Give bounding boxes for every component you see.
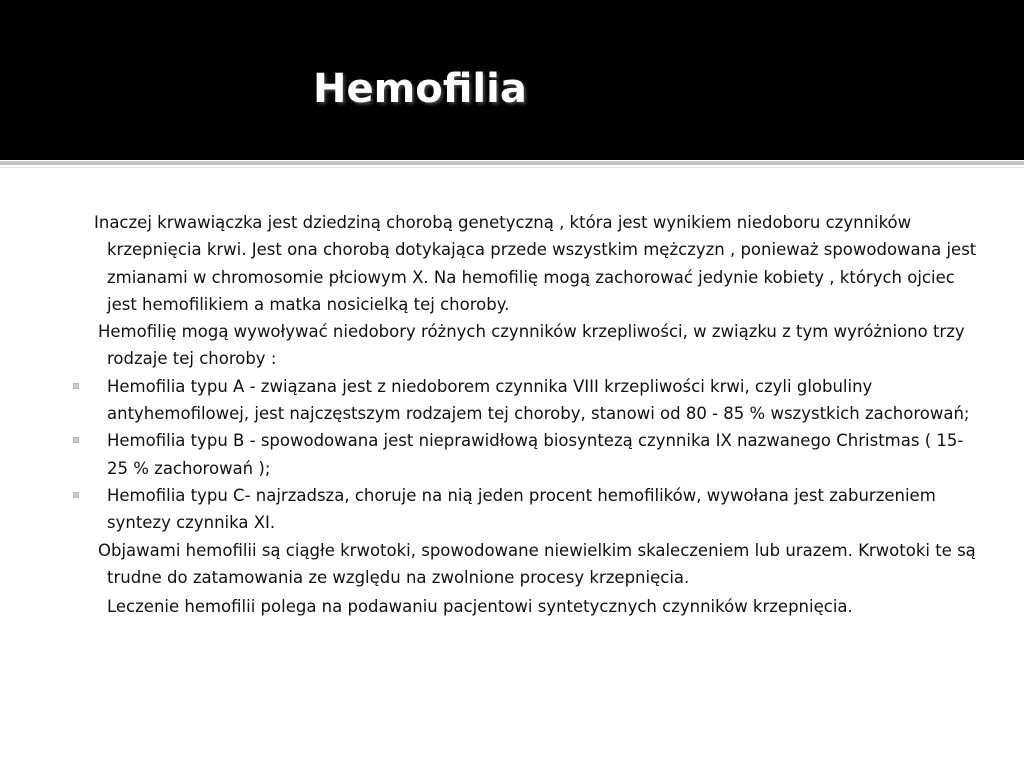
slide-body: [0, 209, 1024, 689]
bullet-item-type-c: [0, 482, 977, 537]
paragraph-treatment-text: Leczenie hemofilii polega na podawaniu pacjentowi syntetycznych czynników krzepnięcia.: [107, 597, 853, 617]
bullet-item-type-a-text: Hemofilia typu A - związana jest z niedoborem czynnika VIII krzepliwości krwi, czyli globuliny antyhemofilowej, jest najczęstszym rodzajem tej choroby, stanowi od 80 - 85 % wszystkich zachorowań;: [107, 376, 970, 424]
title-divider: [0, 161, 1024, 165]
square-bullet-icon: [73, 383, 79, 389]
square-bullet-icon: [73, 437, 79, 443]
title-divider-shadow: [0, 167, 1024, 168]
paragraph-types-intro: [0, 318, 977, 373]
paragraph-intro: [0, 209, 977, 318]
title-band: [0, 0, 1024, 160]
bullet-item-type-b: [0, 427, 977, 482]
paragraph-intro-text: Inaczej krwawiączka jest dziedziną chorobą genetyczną , która jest wynikiem niedoboru czynników krzepnięcia krwi. Jest ona chorobą dotykająca przede wszystkim mężczyzn , ponieważ spowodowana jest zmianami w chromosomie płciowym X. Na hemofilię mogą zachorować jedynie kobiety , których ojciec jest hemofilikiem a matka nosicielką tej choroby.: [94, 213, 977, 314]
paragraph-treatment: [0, 593, 977, 620]
bullet-item-type-b-text: Hemofilia typu B - spowodowana jest nieprawidłową biosyntezą czynnika IX nazwanego Christmas ( 15- 25 % zachorowań );: [107, 431, 964, 478]
slide-title: Hemofilia: [313, 66, 527, 112]
bullet-item-type-a: [0, 373, 977, 428]
paragraph-symptoms-text: Objawami hemofilii są ciągłe krwotoki, spowodowane niewielkim skaleczeniem lub urazem. Krwotoki te są trudne do zatamowania ze względu na zwolnione procesy krzepnięcia.: [98, 540, 976, 587]
paragraph-types-intro-text: Hemofilię mogą wywoływać niedobory różnych czynników krzepliwości, w związku z tym wyróżniono trzy rodzaje tej choroby :: [98, 322, 965, 369]
square-bullet-icon: [73, 492, 79, 498]
bullet-item-type-c-text: Hemofilia typu C- najrzadsza, choruje na nią jeden procent hemofilików, wywołana jest zaburzeniem syntezy czynnika XI.: [107, 485, 936, 533]
paragraph-symptoms: [0, 537, 977, 592]
